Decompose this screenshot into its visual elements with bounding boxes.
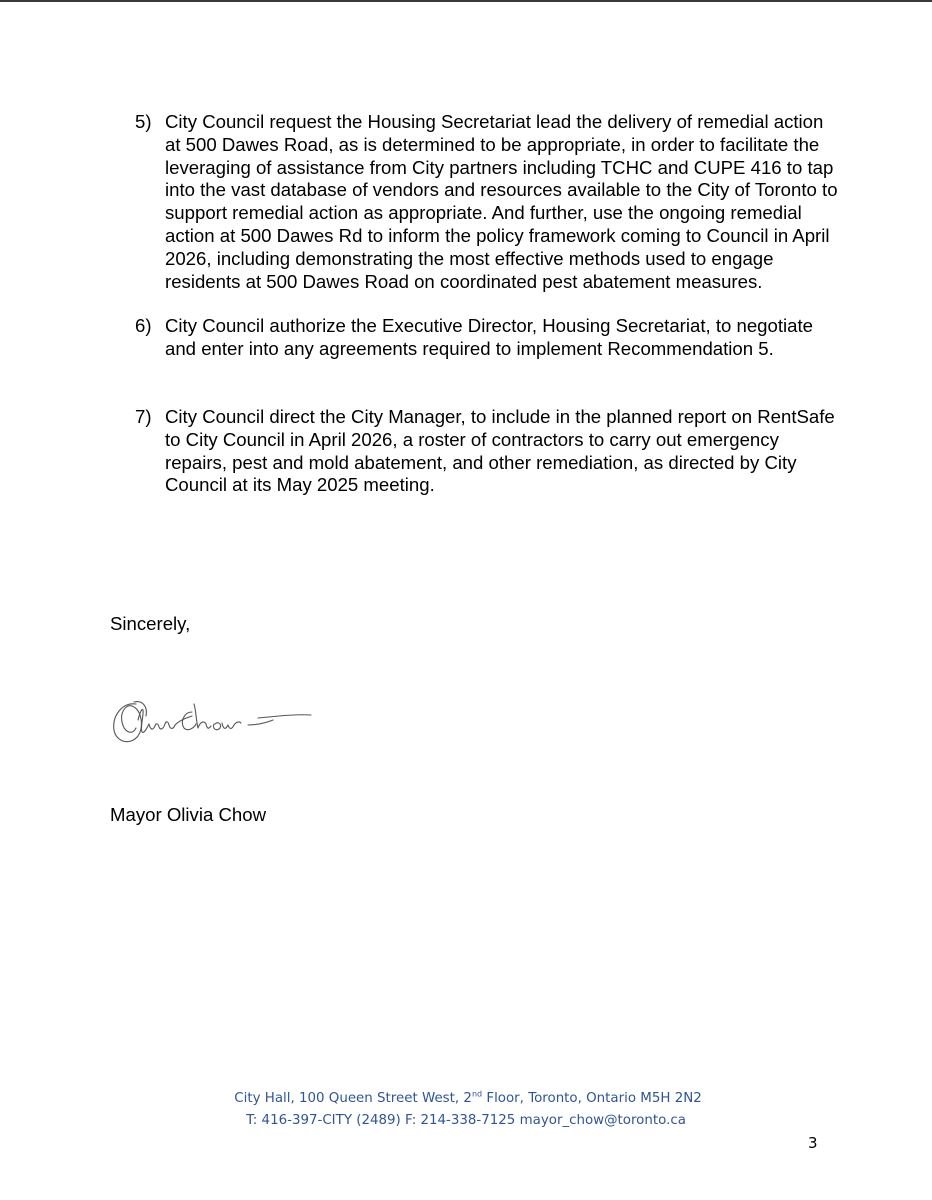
signer-name: Mayor Olivia Chow <box>110 804 267 825</box>
page-top-edge <box>0 0 932 2</box>
signature-image <box>108 690 313 750</box>
recommendation-text: City Council request the Housing Secretariat lead the delivery of remedial action at 500 Dawes Road, as is determined to be appropriate, in order to facilitate the leveraging of assistance from City partners including TCHC and CUPE 416 to tap into the vast database of vendors and resources available to the City of Toronto to support remedial action as appropriate. And further, use the ongoing remedial action at 500 Dawes Rd to inform the policy framework coming to Council in April 2026, including demonstrating the most effective methods used to engage residents at 500 Dawes Road on coordinated pest abatement measures. <box>165 111 838 292</box>
footer-address: City Hall, 100 Queen Street West, 2nd Floor, Toronto, Ontario M5H 2N2 <box>234 1089 702 1106</box>
closing-salutation: Sincerely, <box>110 613 191 634</box>
recommendation-item <box>118 111 838 293</box>
recommendation-item <box>118 315 838 361</box>
recommendation-number: 7) <box>135 405 152 427</box>
page-number: 3 <box>808 1134 818 1152</box>
recommendation-text: City Council direct the City Manager, to include in the planned report on RentSafe to City Council in April 2026, a roster of contractors to carry out emergency repairs, pest and mold abatement, and other remediation, as directed by City Council at its May 2025 meeting. <box>165 405 835 496</box>
recommendations-list <box>118 111 838 497</box>
recommendation-text: City Council authorize the Executive Director, Housing Secretariat, to negotiate and enter into any agreements required to implement Recommendation 5. <box>165 315 814 360</box>
page-footer <box>0 1088 932 1132</box>
recommendation-number: 6) <box>135 315 152 337</box>
ordinal-suffix: nd <box>471 1089 483 1099</box>
recommendation-number: 5) <box>135 111 152 132</box>
recommendation-item <box>118 406 838 497</box>
footer-contact: T: 416-397-CITY (2489) F: 214-338-7125 mayor_chow@toronto.ca <box>246 1113 686 1128</box>
